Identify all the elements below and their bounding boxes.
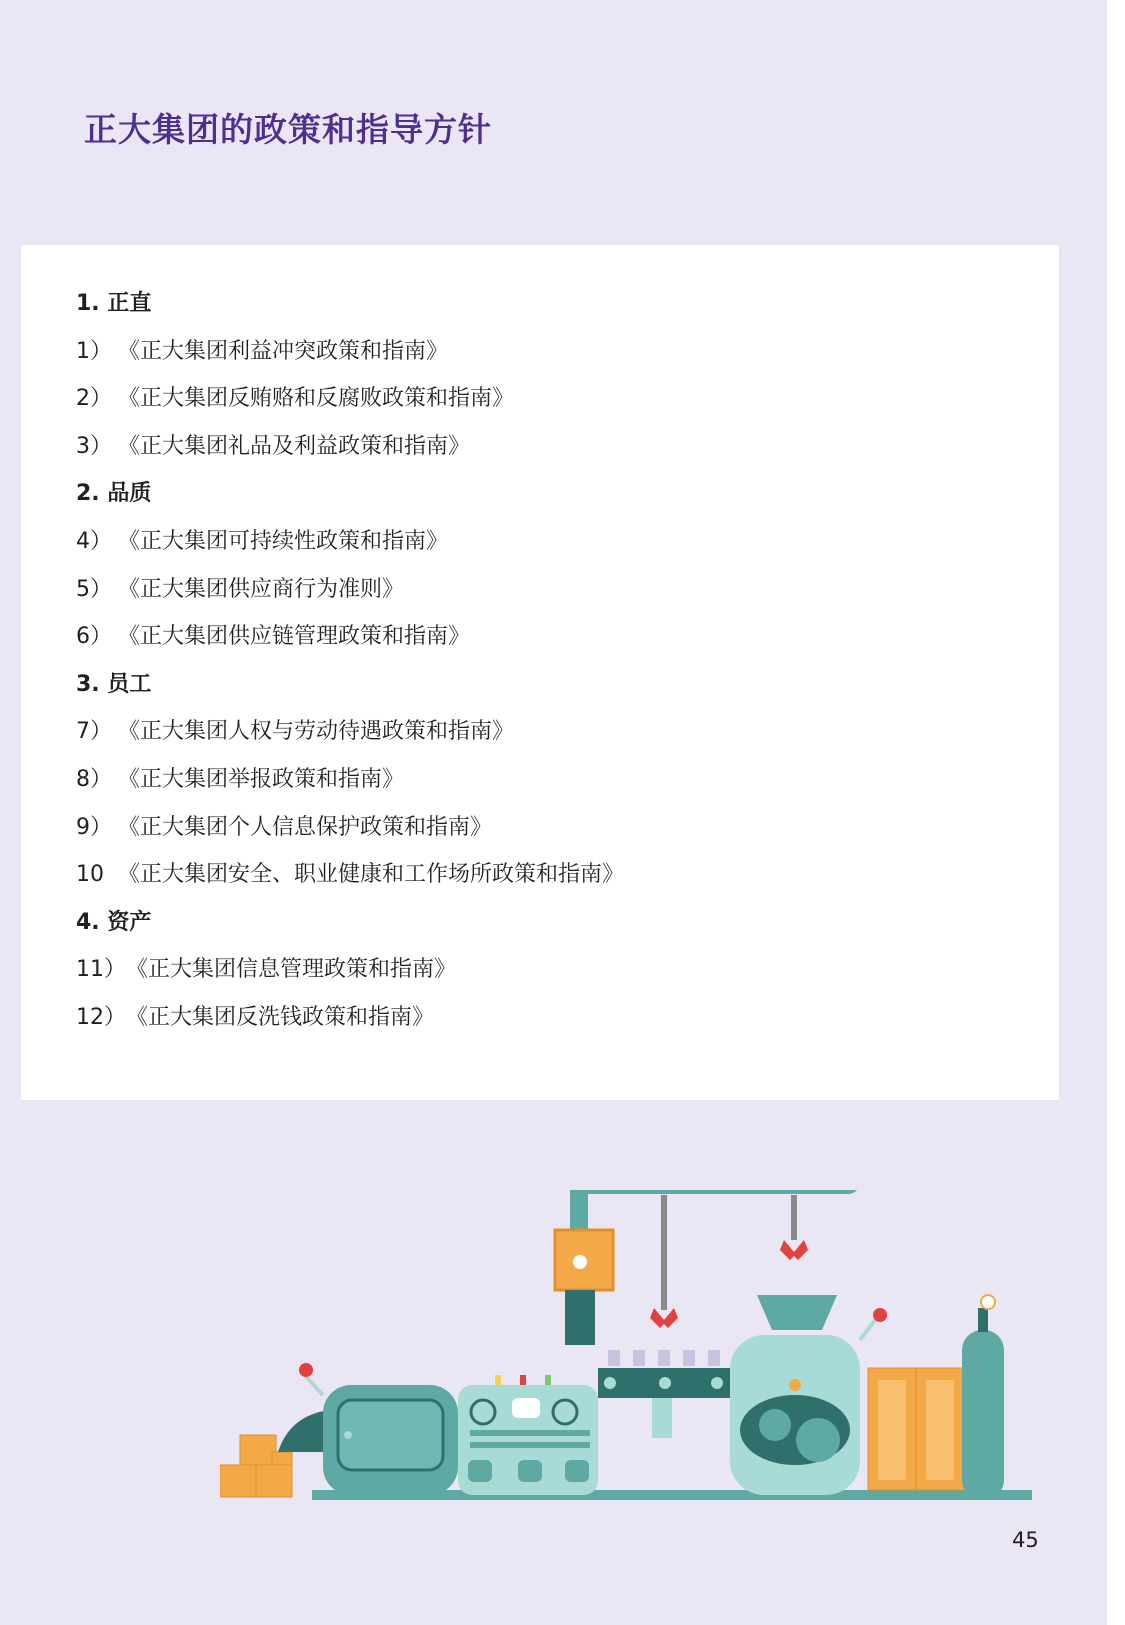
list-item (76, 994, 624, 1042)
list-item (76, 851, 624, 899)
list-item (76, 613, 624, 661)
item-text: 《正大集团反贿赂和反腐败政策和指南》 (118, 386, 515, 412)
item-number: 7） (76, 719, 112, 745)
section-heading-integrity: 1. 正直 (76, 291, 152, 316)
item-number: 3） (76, 433, 112, 459)
item-text: 《正大集团信息管理政策和指南》 (126, 957, 457, 983)
list-item (76, 756, 624, 804)
list-item (76, 328, 624, 376)
item-text: 《正大集团个人信息保护政策和指南》 (118, 814, 493, 840)
section-heading-quality: 2. 品质 (76, 481, 152, 507)
list-item (76, 375, 624, 423)
gear-machine (730, 1295, 887, 1495)
item-text: 《正大集团反洗钱政策和指南》 (126, 1004, 435, 1030)
item-number: 9） (76, 814, 112, 840)
item-number: 6） (76, 624, 112, 650)
item-number: 10 (76, 862, 104, 888)
item-number: 12） (76, 1004, 126, 1030)
item-text: 《正大集团供应商行为准则》 (118, 576, 405, 602)
page-number: 45 (1012, 1528, 1039, 1552)
page-title: 正大集团的政策和指导方针 (84, 110, 492, 149)
factory-production-line-icon (220, 1190, 1060, 1520)
list-item (76, 708, 624, 756)
item-text: 《正大集团礼品及利益政策和指南》 (118, 433, 471, 459)
gas-tank (962, 1295, 1004, 1500)
item-number: 8） (76, 766, 112, 792)
item-text: 《正大集团利益冲突政策和指南》 (118, 338, 449, 364)
item-text: 《正大集团安全、职业健康和工作场所政策和指南》 (118, 862, 625, 888)
conveyor-belt (598, 1350, 733, 1438)
list-item (76, 946, 624, 994)
item-number: 4） (76, 528, 112, 554)
list-item (76, 423, 624, 471)
list-item (76, 804, 624, 852)
item-number: 11） (76, 957, 126, 983)
policy-list (76, 280, 624, 1042)
section-heading-assets: 4. 资产 (76, 909, 152, 935)
item-text: 《正大集团人权与劳动待遇政策和指南》 (118, 719, 515, 745)
list-item (76, 566, 624, 614)
orange-cabinets (868, 1368, 964, 1490)
item-text: 《正大集团供应链管理政策和指南》 (118, 624, 471, 650)
control-panel-machine (458, 1375, 598, 1495)
item-number: 1） (76, 338, 112, 364)
policy-list-card (21, 245, 1059, 1100)
item-number: 2） (76, 386, 112, 412)
item-text: 《正大集团举报政策和指南》 (118, 766, 405, 792)
item-number: 5） (76, 576, 112, 602)
section-heading-employees: 3. 员工 (76, 671, 152, 697)
list-item (76, 518, 624, 566)
item-text: 《正大集团可持续性政策和指南》 (118, 528, 449, 554)
